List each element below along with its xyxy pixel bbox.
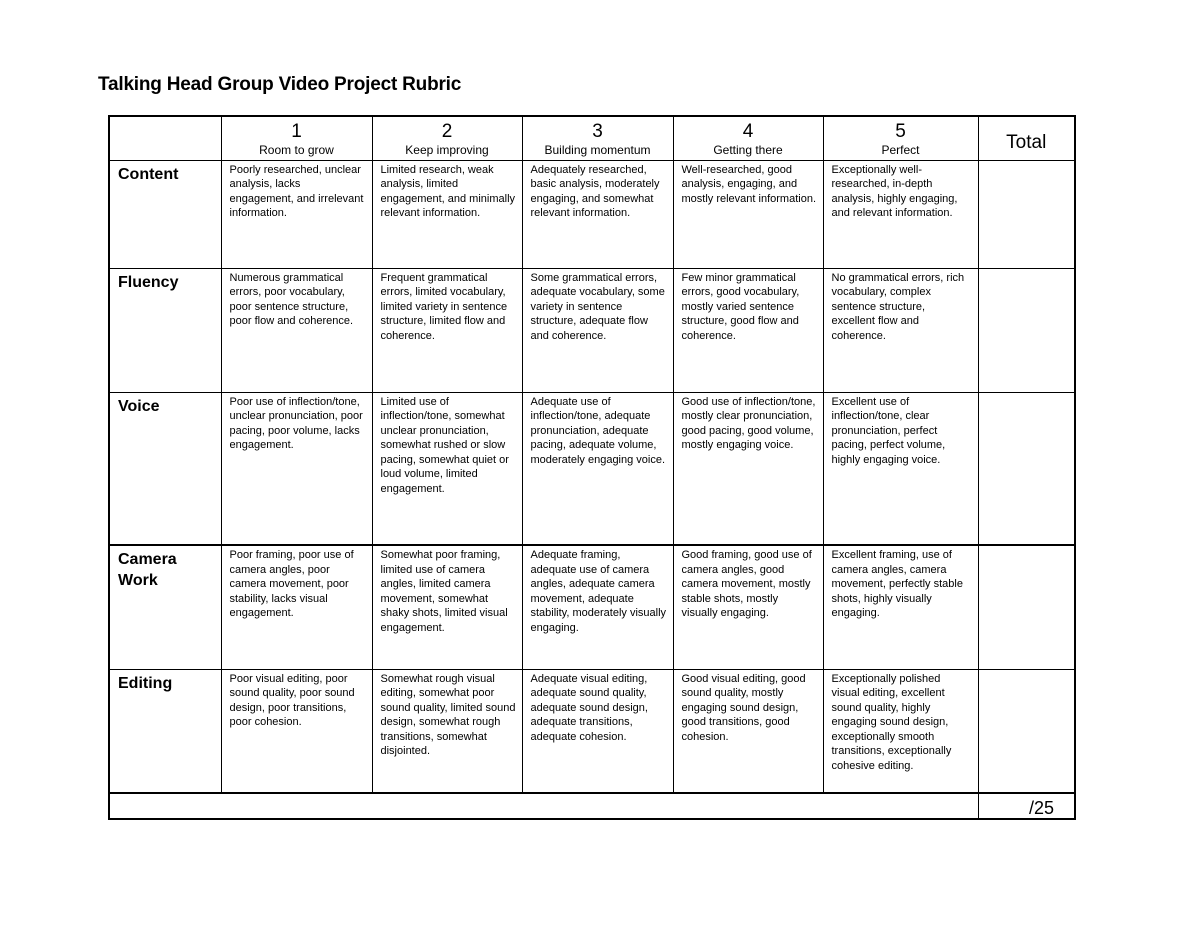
description-cell: Some grammatical errors, adequate vocabulary, some variety in sentence structure, adequate flow and coherence. bbox=[522, 268, 673, 392]
total-score-cell[interactable] bbox=[978, 669, 1075, 793]
description-cell: Limited research, weak analysis, limited engagement, and minimally relevant information. bbox=[372, 160, 522, 268]
level-3-number: 3 bbox=[592, 121, 603, 142]
total-header: Total bbox=[978, 116, 1075, 160]
level-4-label: Getting there bbox=[713, 143, 783, 157]
level-1-label: Room to grow bbox=[259, 143, 334, 157]
description-cell: Adequate framing, adequate use of camera angles, adequate camera movement, adequate stability, moderately visually engaging. bbox=[522, 545, 673, 669]
score-total-row bbox=[109, 793, 1075, 819]
description-cell: Good use of inflection/tone, mostly clear pronunciation, good pacing, good volume, mostly engaging voice. bbox=[673, 392, 823, 545]
criterion-row-voice bbox=[109, 392, 1075, 545]
level-3-label: Building momentum bbox=[544, 143, 651, 157]
description-cell: Somewhat rough visual editing, somewhat poor sound quality, limited sound design, somewhat rough transitions, somewhat disjointed. bbox=[372, 669, 522, 793]
criterion-row-content bbox=[109, 160, 1075, 268]
header-row bbox=[109, 116, 1075, 160]
level-3-header bbox=[522, 116, 673, 160]
level-1-number: 1 bbox=[291, 121, 302, 142]
description-cell: Poor use of inflection/tone, unclear pronunciation, poor pacing, poor volume, lacks engagement. bbox=[221, 392, 372, 545]
description-cell: Good framing, good use of camera angles, good camera movement, mostly stable shots, mostly visually engaging. bbox=[673, 545, 823, 669]
description-cell: Excellent framing, use of camera angles, camera movement, perfectly stable shots, highly visually engaging. bbox=[823, 545, 978, 669]
total-score-cell[interactable] bbox=[978, 545, 1075, 669]
description-cell: Frequent grammatical errors, limited vocabulary, limited variety in sentence structure, limited flow and coherence. bbox=[372, 268, 522, 392]
level-5-header bbox=[823, 116, 978, 160]
description-cell: Well-researched, good analysis, engaging, and mostly relevant information. bbox=[673, 160, 823, 268]
level-2-label: Keep improving bbox=[405, 143, 489, 157]
description-cell: Somewhat poor framing, limited use of camera angles, limited camera movement, somewhat shaky shots, limited visual engagement. bbox=[372, 545, 522, 669]
level-1-header bbox=[221, 116, 372, 160]
total-score-cell[interactable] bbox=[978, 392, 1075, 545]
criterion-row-camera-work bbox=[109, 545, 1075, 669]
criterion-name: Content bbox=[109, 160, 221, 268]
description-cell: Few minor grammatical errors, good vocabulary, mostly varied sentence structure, good flow and coherence. bbox=[673, 268, 823, 392]
description-cell: Excellent use of inflection/tone, clear pronunciation, perfect pacing, perfect volume, highly engaging voice. bbox=[823, 392, 978, 545]
grand-total-cell[interactable]: /25 bbox=[978, 793, 1075, 819]
total-score-cell[interactable] bbox=[978, 160, 1075, 268]
description-cell: Poor visual editing, poor sound quality, poor sound design, poor transitions, poor cohesion. bbox=[221, 669, 372, 793]
description-cell: Poorly researched, unclear analysis, lacks engagement, and irrelevant information. bbox=[221, 160, 372, 268]
score-row-blank bbox=[109, 793, 978, 819]
description-cell: Poor framing, poor use of camera angles, poor camera movement, poor stability, lacks visual engagement. bbox=[221, 545, 372, 669]
corner-cell bbox=[109, 116, 221, 160]
level-2-header bbox=[372, 116, 522, 160]
description-cell: Numerous grammatical errors, poor vocabulary, poor sentence structure, poor flow and coherence. bbox=[221, 268, 372, 392]
criterion-name: Fluency bbox=[109, 268, 221, 392]
criterion-name: Voice bbox=[109, 392, 221, 545]
description-cell: Exceptionally well-researched, in-depth analysis, highly engaging, and relevant information. bbox=[823, 160, 978, 268]
description-cell: Adequate visual editing, adequate sound quality, adequate sound design, adequate transitions, adequate cohesion. bbox=[522, 669, 673, 793]
criterion-row-fluency bbox=[109, 268, 1075, 392]
total-score-cell[interactable] bbox=[978, 268, 1075, 392]
criterion-row-editing bbox=[109, 669, 1075, 793]
description-cell: Adequately researched, basic analysis, moderately engaging, and somewhat relevant information. bbox=[522, 160, 673, 268]
level-5-number: 5 bbox=[895, 121, 906, 142]
level-4-header bbox=[673, 116, 823, 160]
criterion-name: Camera Work bbox=[109, 545, 221, 669]
level-2-number: 2 bbox=[441, 121, 453, 142]
criterion-name: Editing bbox=[109, 669, 221, 793]
rubric-table bbox=[108, 115, 1076, 820]
document-title: Talking Head Group Video Project Rubric bbox=[98, 74, 462, 95]
level-4-number: 4 bbox=[742, 121, 754, 142]
description-cell: Limited use of inflection/tone, somewhat unclear pronunciation, somewhat rushed or slow pacing, somewhat quiet or loud volume, limited engagement. bbox=[372, 392, 522, 545]
description-cell: Exceptionally polished visual editing, excellent sound quality, highly engaging sound design, exceptionally smooth transitions, exceptionally cohesive editing. bbox=[823, 669, 978, 793]
level-5-label: Perfect bbox=[881, 143, 920, 157]
description-cell: Good visual editing, good sound quality, mostly engaging sound design, good transitions, good cohesion. bbox=[673, 669, 823, 793]
description-cell: No grammatical errors, rich vocabulary, complex sentence structure, excellent flow and coherence. bbox=[823, 268, 978, 392]
description-cell: Adequate use of inflection/tone, adequate pronunciation, adequate pacing, adequate volume, moderately engaging voice. bbox=[522, 392, 673, 545]
